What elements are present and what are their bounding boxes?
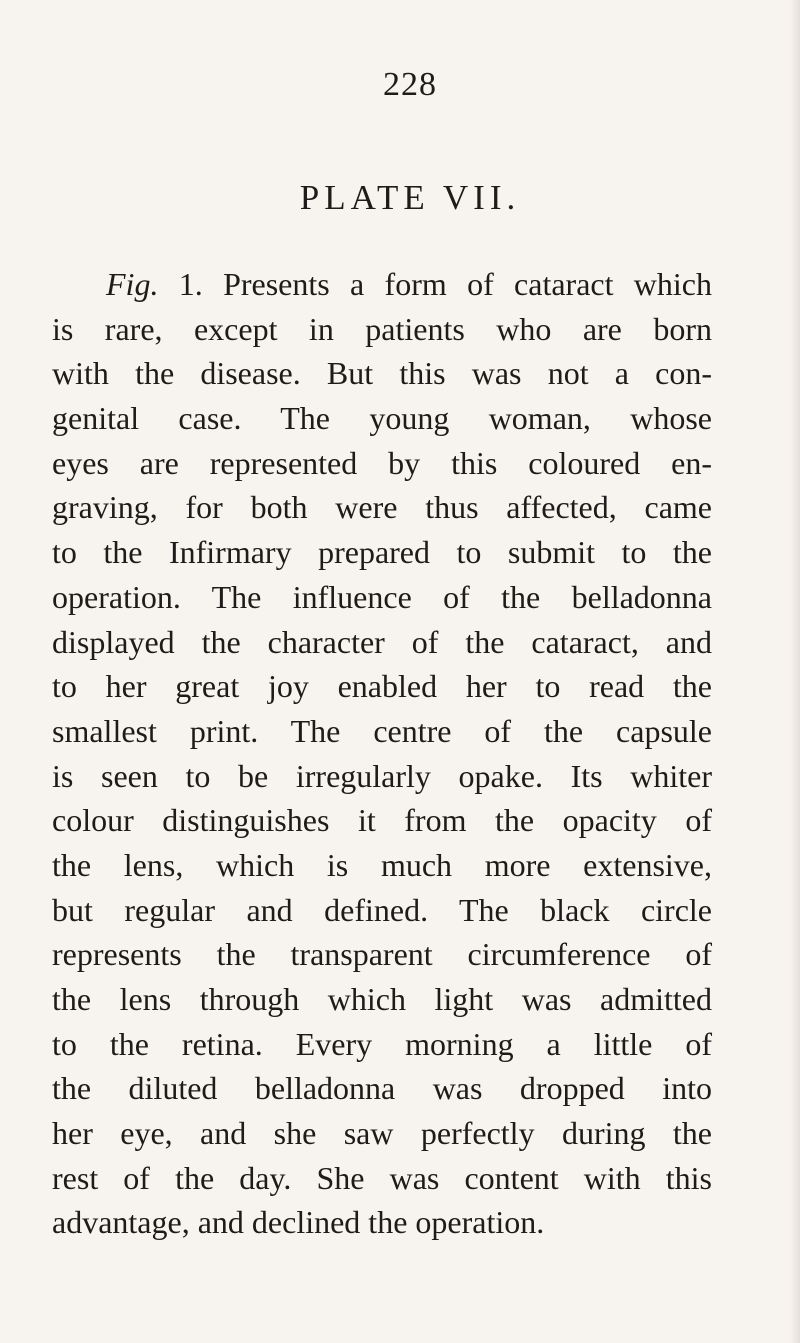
text-line: to the retina. Every morning a little of <box>52 1025 712 1062</box>
text-line: genital case. The young woman, whose <box>52 400 712 437</box>
text-line: to her great joy enabled her to read the <box>52 668 712 705</box>
page-number: 228 <box>383 66 437 103</box>
text-line: operation. The influence of the belladonna <box>52 578 712 615</box>
text-line-content: 1. Presents a form of cataract which <box>158 266 712 302</box>
text-line: to the Infirmary prepared to submit to the <box>52 534 712 571</box>
page-edge-shadow <box>790 0 800 1343</box>
body-paragraph <box>52 262 712 1245</box>
text-line: with the disease. But this was not a con- <box>52 355 712 392</box>
text-line: rest of the day. She was content with this <box>52 1159 712 1196</box>
text-line: advantage, and declined the operation. <box>52 1204 545 1241</box>
text-line: the diluted belladonna was dropped into <box>52 1070 712 1107</box>
text-line: her eye, and she saw perfectly during the <box>52 1115 712 1152</box>
text-line: eyes are represented by this coloured en- <box>52 444 712 481</box>
text-line: colour distinguishes it from the opacity of <box>52 802 712 839</box>
text-line: is seen to be irregularly opake. Its whiter <box>52 757 712 794</box>
text-line <box>52 262 712 307</box>
text-line: the lens, which is much more extensive, <box>52 846 712 883</box>
text-line: graving, for both were thus affected, came <box>52 489 712 526</box>
fig-label: Fig. <box>106 266 159 302</box>
text-line: represents the transparent circumference of <box>52 936 712 973</box>
text-line: but regular and defined. The black circle <box>52 891 712 928</box>
text-line: displayed the character of the cataract, and <box>52 623 712 660</box>
plate-title: PLATE VII. <box>299 178 521 217</box>
text-line: the lens through which light was admitted <box>52 981 712 1017</box>
text-line: smallest print. The centre of the capsule <box>52 712 712 749</box>
text-line: is rare, except in patients who are born <box>52 310 712 347</box>
